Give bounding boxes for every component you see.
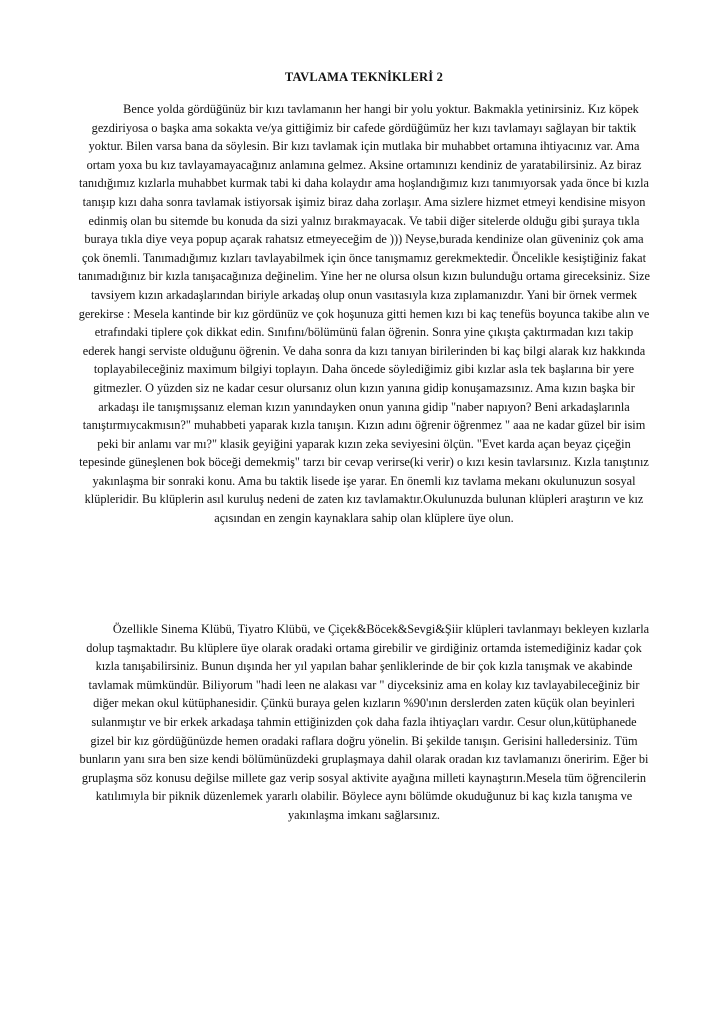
paragraph-1-text: Bence yolda gördüğünüz bir kızı tavlamanın her hangi bir yolu yoktur. Bakmakla yetinirsiniz. Kız köpek gezdiriyosa o başka ama sokakta ve/ya gittiğimiz bir cafede gördüğümüz her kızı tavlamayı sağlayan bir taktik yoktur. Bilen varsa bana da söylesin. Bir kızı tavlamak için mutlaka bir muhabbet ortamına ihtiyacınız var. Ama ortam yoxa bu kız tavlayamayacağınız anlamına gelmez. Aksine ortamınızı kendiniz de yaratabilirsiniz. Az biraz tanıdığımız kızlarla muhabbet kurmak tabi ki daha kolaydır ama hoşlandığımız kızı tanımıyorsak yada önce bi kızla tanışıp kızı daha sonra tavlamak istiyorsak işimiz biraz daha zorlaşır. Ama sizlere hizmet etmeyi kendisine misyon edinmiş olan bu sitemde bu konuda da sizi yalnız bırakmayacak. Ve tabii diğer sitelerde olduğu gibi şuraya tıkla buraya tıkla diye veya popup açarak rahatsız etmeyeceğim de ))) Neyse,burada kendinize olan güveniniz çok ama çok önemli. Tanımadığımız kızları tavlayabilmek için önce tanışmamız gerekmektedir. Öncelikle kesiştiğiniz fakat tanımadığınız bir kızla tanışacağınıza değinelim. Yine her ne olursa olsun kızın bulunduğu ortama gireceksiniz. Size tavsiyem kızın arkadaşlarından biriyle arkadaş olup onun vasıtasıyla kıza zıplamanızdır. Yani bir örnek vermek gerekirse : Mesela kantinde bir kız gördünüz ve çok hoşunuza gitti hemen kızı bi kaç tenefüs boyunca takibe alın ve etrafındaki tiplere çok dikkat edin. Sınıfını/bölümünü falan öğrenin. Sonra yine çıkışta çaktırmadan kızı takip ederek hangi serviste olduğunu öğrenin. Ve daha sonra da kızı tanıyan birilerinden bi kaç bilgi alarak kız hakkında toplayabileceğiniz maximum bilgiyi toplayın. Daha öncede söylediğimiz gibi kızlar asla tek başlarına bir yere gitmezler. O yüzden siz ne kadar cesur olursanız olun kızın yanına gidip konuşamazsınız. Ama kızın başka bir arkadaşı ile tanışmışsanız eleman kızın yanındayken onun yanına gidip "naber napıyon? Beni arkadaşlarınla tanıştırmıycakmısın?" muhabbeti yaparak kızla tanışın. Kızın adını öğrenir öğrenmez " aaa ne kadar güzel bir isim peki bir anlamı var mı?" klasik geyiğini yaparak kızın zeka seviyesini ölçün. "Evet karda açan beyaz çiçeğin tepesinde güneşlenen bok böceği demekmiş" tarzı bir cevap verirse(ki verir) o kızı kesin tavlarsınız. Kızla tanıştınız yakınlaşma bir sonraki konu. Ama bu taktik lisede işe yarar. En önemli kız tavlama mekanı okulunuzun sosyal klüpleridir. Bu klüplerin asıl kuruluş nedeni de zaten kız tavlamaktır.Okulunuzda bulunan klüpleri araştırın ve kız açısından en zengin kaynaklara sahip olan klüplere üye olun. bbox=[78, 102, 650, 526]
document-title: TAVLAMA TEKNİKLERİ 2 bbox=[284, 70, 444, 84]
paragraph-2-text: Özellikle Sinema Klübü, Tiyatro Klübü, ve Çiçek&Böcek&Sevgi&Şiir klüpleri tavlanmayı bekleyen kızlarla dolup taşmaktadır. Bu klüplere üye olarak oradaki ortama girebilir ve girdiğiniz ortamda istemediğiniz kadar çok kızla tanışabilirsiniz. Bunun dışında her yıl yapılan bahar şenliklerinde de bir çok kızla tanışmak ve akabinde tavlamak mümkündür. Biliyorum "hadi leen ne alakası var " diyceksiniz ama en kolay kız tavlayabileceğiniz bir diğer mekan okul kütüphanesidir. Çünkü buraya gelen kızların %90'ının derslerden zaten küçük olan beyinleri sulanmıştır ve bir erkek arkadaşa tahmin ettiğinizden çok daha fazla ihtiyaçları vardır. Cesur olun,kütüphanede gizel bir kız gördüğünüzde hemen oradaki raflara doğru yönelin. Bi şekilde tanışın. Gerisini halledersiniz. Tüm bunların yanı sıra ben size kendi bölümünüzdeki gruplaşmaya dahil olarak oradan kız tavlamanızı öneririm. Eğer bi gruplaşma söz konusu değilse millete gaz verip sosyal aktivite ayağına milleti kaynaştırın.Mesela tüm öğrencilerin katılımıyla bir piknik düzenlemek yararlı olabilir. Böylece aynı bölümde okuduğunuz bi kaç kızla tanışma ve yakınlaşma imkanı sağlarsınız. bbox=[79, 622, 650, 822]
paragraph-1 bbox=[78, 100, 650, 528]
paragraph-2 bbox=[78, 620, 650, 825]
